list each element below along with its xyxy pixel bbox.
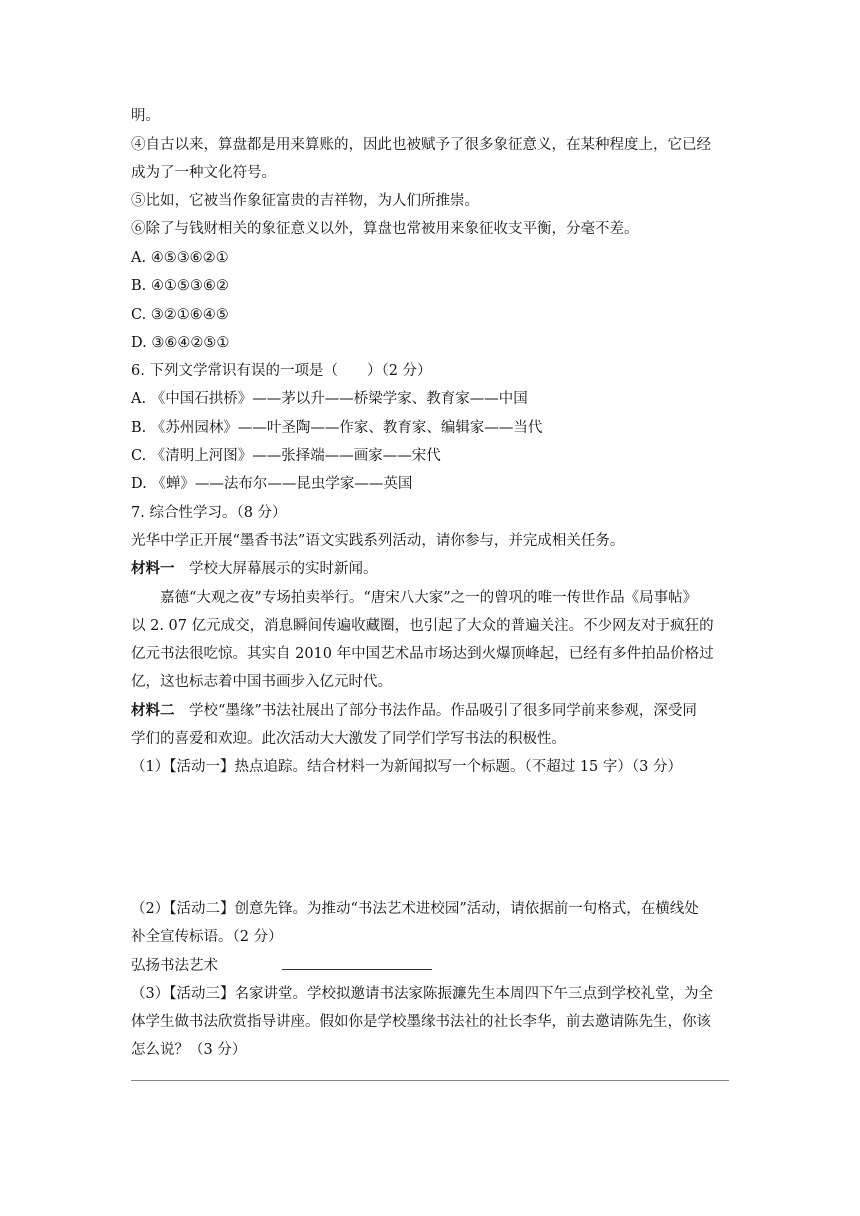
material-2 — [131, 701, 697, 721]
option-c: C. 《清明上河图》——张择端——画家——宋代 — [131, 448, 441, 464]
option-a: A. ④⑤③⑥②① — [131, 250, 229, 266]
text-line: 成为了一种文化符号。 — [131, 165, 276, 181]
text-line: 嘉德“大观之夜”专场拍卖举行。“唐宋八大家”之一的曾巩的唯一传世作品《局事帖》 — [160, 590, 698, 606]
option-a: A. 《中国石拱桥》——茅以升——桥梁学家、教育家——中国 — [131, 391, 528, 407]
question-7: 7. 综合性学习。（8 分） — [131, 505, 287, 521]
text-line: 亿，这也标志着中国书画步入亿元时代。 — [131, 674, 392, 690]
text-line: 亿元书法很吃惊。其实自 2010 年中国艺术品市场达到火爆顶峰起，已经有多件拍品价格过 — [131, 646, 714, 662]
text-line: 体学生做书法欣赏指导讲座。假如你是学校墨缘书法社的社长李华，前去邀请陈先生，你该 — [131, 1014, 711, 1030]
activity-3: （3）【活动三】名家讲堂。学校拟邀请书法家陈振濂先生本周四下午三点到学校礼堂，为全 — [131, 986, 713, 1002]
material-text: 学校“墨缘”书法社展出了部分书法作品。作品吸引了很多同学前来参观，深受同 — [174, 703, 697, 719]
question-6: 6. 下列文学常识有误的一项是（ ）（2 分） — [131, 363, 432, 379]
text-line: 怎么说？（3 分） — [131, 1042, 247, 1058]
option-b: B. ④①⑤③⑥② — [131, 278, 229, 294]
option-d: D. ③⑥④②⑤① — [131, 335, 230, 351]
text-line: ⑤比如，它被当作象征富贵的吉祥物，为人们所推崇。 — [131, 193, 479, 209]
text-line: 学们的喜爱和欢迎。此次活动大大激发了同学们学写书法的积极性。 — [131, 731, 566, 747]
option-c: C. ③②①⑥④⑤ — [131, 307, 229, 323]
activity-1: （1）【活动一】热点追踪。结合材料一为新闻拟写一个标题。（不超过 15 字）（3 分） — [131, 759, 682, 775]
slogan-line — [131, 955, 432, 976]
material-label: 材料一 — [131, 560, 175, 577]
text-line: ⑥除了与钱财相关的象征意义以外，算盘也常被用来象征收支平衡，分毫不差。 — [131, 221, 639, 237]
slogan-blank[interactable] — [282, 955, 432, 970]
text-line: 补全宣传标语。（2 分） — [131, 929, 283, 945]
option-d: D. 《蝉》——法布尔——昆虫学家——英国 — [131, 476, 413, 492]
text-line: 光华中学正开展“墨香书法”语文实践系列活动，请你参与，并完成相关任务。 — [131, 533, 625, 549]
material-text: 学校大屏幕展示的实时新闻。 — [174, 561, 378, 577]
text-line: 以 2. 07 亿元成交，消息瞬间传遍收藏圈，也引起了大众的普遍关注。不少网友对于疯狂的 — [131, 618, 714, 634]
slogan-text: 弘扬书法艺术 — [131, 958, 218, 974]
option-b: B. 《苏州园林》——叶圣陶——作家、教育家、编辑家——当代 — [131, 420, 543, 436]
material-label: 材料二 — [131, 702, 175, 719]
answer-line[interactable] — [131, 1080, 729, 1081]
activity-2: （2）【活动二】创意先锋。为推动“书法艺术进校园”活动，请依据前一句格式，在横线处 — [131, 901, 699, 917]
material-1 — [131, 559, 378, 579]
text-line: 明。 — [131, 108, 160, 124]
text-line: ④自古以来，算盘都是用来算账的，因此也被赋予了很多象征意义，在某种程度上，它已经 — [131, 137, 711, 153]
